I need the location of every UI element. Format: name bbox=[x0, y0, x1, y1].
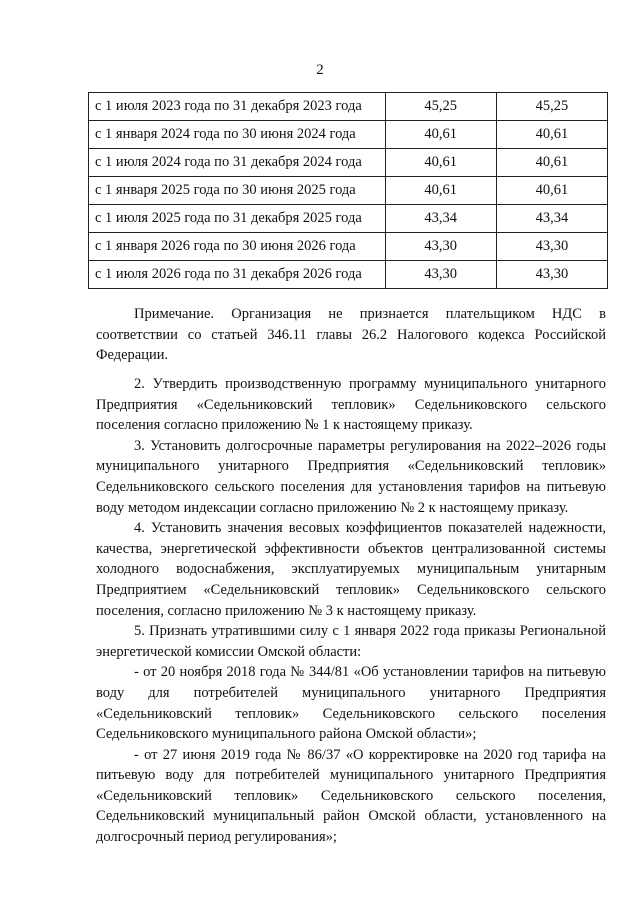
value-cell-1: 40,61 bbox=[385, 177, 496, 205]
table-row bbox=[89, 121, 608, 149]
paragraph-4: 4. Установить значения весовых коэффициентов показателей надежности, качества, энергетической эффективности объектов централизованной системы холодного водоснабжения, эксплуатируемых муниципальным унитарным Предприятием «Седельниковский тепловик» Седельниковского сельского поселения, согласно приложению № 3 к настоящему приказу. bbox=[96, 520, 606, 619]
table-row bbox=[89, 177, 608, 205]
period-cell: с 1 июля 2026 года по 31 декабря 2026 года bbox=[89, 261, 386, 289]
value-cell-2: 43,30 bbox=[496, 233, 607, 261]
value-cell-2: 43,30 bbox=[496, 261, 607, 289]
value-cell-2: 45,25 bbox=[496, 93, 607, 121]
value-cell-2: 40,61 bbox=[496, 121, 607, 149]
order-body bbox=[96, 374, 606, 848]
note-paragraph: Примечание. Организация не признается плательщиком НДС в соответствии со статьей 346.11 главы 26.2 Налогового кодекса Российской Федерации. bbox=[96, 306, 606, 364]
value-cell-1: 43,34 bbox=[385, 205, 496, 233]
table-row bbox=[89, 149, 608, 177]
paragraph-5-item-2: - от 27 июня 2019 года № 86/37 «О корректировке на 2020 год тарифа на питьевую воду для потребителей муниципального унитарного Предприятия «Седельниковский тепловик» Седельниковского сельского поселения, Седельниковский муниципальный район Омской области, установленного на долгосрочный период регулирования»; bbox=[96, 746, 606, 846]
paragraph-5-item-1: - от 20 ноября 2018 года № 344/81 «Об установлении тарифов на питьевую воду для потребителей муниципального унитарного Предприятия «Седельниковский тепловик» Седельниковского сельского поселения Седельниковского муниципального района Омской области»; bbox=[96, 664, 606, 743]
value-cell-2: 40,61 bbox=[496, 149, 607, 177]
period-cell: с 1 января 2026 года по 30 июня 2026 года bbox=[89, 233, 386, 261]
table-row bbox=[89, 205, 608, 233]
value-cell-1: 43,30 bbox=[385, 261, 496, 289]
value-cell-1: 43,30 bbox=[385, 233, 496, 261]
tariff-table bbox=[88, 92, 608, 289]
paragraph-2: 2. Утвердить производственную программу муниципального унитарного Предприятия «Седельниковский тепловик» Седельниковского сельского поселения согласно приложению № 1 к настоящему приказу. bbox=[96, 376, 606, 434]
table-row bbox=[89, 261, 608, 289]
period-cell: с 1 января 2024 года по 30 июня 2024 года bbox=[89, 121, 386, 149]
period-cell: с 1 июля 2024 года по 31 декабря 2024 года bbox=[89, 149, 386, 177]
period-cell: с 1 января 2025 года по 30 июня 2025 года bbox=[89, 177, 386, 205]
paragraph-5: 5. Признать утратившими силу с 1 января 2022 года приказы Региональной энергетической комиссии Омской области: bbox=[96, 623, 606, 660]
value-cell-1: 40,61 bbox=[385, 121, 496, 149]
note-block bbox=[96, 304, 606, 366]
value-cell-2: 43,34 bbox=[496, 205, 607, 233]
period-cell: с 1 июля 2023 года по 31 декабря 2023 года bbox=[89, 93, 386, 121]
table-row bbox=[89, 93, 608, 121]
table-row bbox=[89, 233, 608, 261]
period-cell: с 1 июля 2025 года по 31 декабря 2025 года bbox=[89, 205, 386, 233]
paragraph-3: 3. Установить долгосрочные параметры регулирования на 2022–2026 годы муниципального унитарного Предприятия «Седельниковский тепловик» Седельниковского сельского поселения для установления тарифов на питьевую воду методом индексации согласно приложению № 2 к настоящему приказу. bbox=[96, 437, 606, 516]
page-number: 2 bbox=[316, 62, 324, 78]
value-cell-1: 40,61 bbox=[385, 149, 496, 177]
value-cell-2: 40,61 bbox=[496, 177, 607, 205]
value-cell-1: 45,25 bbox=[385, 93, 496, 121]
